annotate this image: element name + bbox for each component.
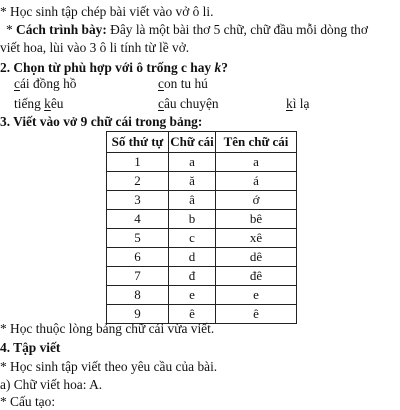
cell-letter: đ bbox=[169, 267, 216, 286]
column-header-letter: Chữ cái bbox=[169, 132, 216, 153]
word-item bbox=[158, 96, 219, 112]
exercise-2-heading bbox=[0, 60, 228, 76]
word-letter: c bbox=[158, 96, 164, 111]
layout-instruction-continued: viết hoa, lùi vào 3 ô li tính từ lề vở. bbox=[0, 40, 190, 55]
exercise-2-letter-k: k bbox=[214, 60, 222, 75]
word-item bbox=[14, 76, 76, 92]
cell-letter: e bbox=[169, 286, 216, 305]
copy-instruction: * Học sinh tập chép bài viết vào vở ô li. bbox=[0, 4, 214, 19]
word-item bbox=[14, 96, 63, 112]
word-letter: k bbox=[286, 96, 293, 111]
cell-letter-name: e bbox=[216, 286, 297, 305]
cell-number: 3 bbox=[107, 191, 169, 210]
column-header-number: Số thứ tự bbox=[107, 132, 169, 153]
handwriting-instruction: * Học sinh tập viết theo yêu cầu của bài. bbox=[0, 359, 218, 374]
alphabet-table-body bbox=[107, 153, 297, 324]
word-rest: ì lạ bbox=[292, 96, 310, 111]
cell-letter: ă bbox=[169, 172, 216, 191]
exercise-4-heading: 4. Tập viết bbox=[0, 340, 61, 355]
cell-letter-name: ê bbox=[216, 305, 297, 324]
cell-number: 8 bbox=[107, 286, 169, 305]
word-item bbox=[286, 96, 309, 112]
table-row bbox=[107, 229, 297, 248]
memorize-instruction: * Học thuộc lòng bảng chữ cái vừa viết. bbox=[0, 321, 215, 336]
cell-number: 5 bbox=[107, 229, 169, 248]
layout-label: Cách trình bày: bbox=[16, 22, 107, 37]
alphabet-table bbox=[106, 131, 297, 324]
cell-number: 1 bbox=[107, 153, 169, 172]
cell-letter: ê bbox=[169, 305, 216, 324]
cell-number: 6 bbox=[107, 248, 169, 267]
cell-letter-name: ớ bbox=[216, 191, 297, 210]
exercise-2-heading-text: 2. Chọn từ phù hợp với ô trống c hay bbox=[0, 60, 215, 75]
word-letter: c bbox=[14, 76, 20, 91]
cell-letter-name: á bbox=[216, 172, 297, 191]
cell-letter-name: dê bbox=[216, 248, 297, 267]
cell-letter-name: đê bbox=[216, 267, 297, 286]
word-rest: ái đồng hồ bbox=[19, 76, 77, 91]
layout-text: Đây là một bài thơ 5 chữ, chữ đầu mỗi dòng thơ bbox=[106, 22, 368, 37]
cell-letter: b bbox=[169, 210, 216, 229]
word-rest: êu bbox=[50, 96, 64, 111]
cell-letter: a bbox=[169, 153, 216, 172]
cell-number: 4 bbox=[107, 210, 169, 229]
cell-letter-name: bê bbox=[216, 210, 297, 229]
capital-letter-item: a) Chữ viết hoa: A. bbox=[0, 377, 103, 392]
word-item bbox=[158, 76, 208, 92]
table-row bbox=[107, 153, 297, 172]
structure-heading: * Cấu tạo: bbox=[0, 394, 56, 409]
word-rest: on tu hú bbox=[163, 76, 208, 91]
cell-letter: â bbox=[169, 191, 216, 210]
cell-letter-name: a bbox=[216, 153, 297, 172]
cell-number: 9 bbox=[107, 305, 169, 324]
exercise-2-heading-mark: ? bbox=[221, 60, 228, 75]
exercise-3-heading: 3. Viết vào vở 9 chữ cái trong bảng: bbox=[0, 114, 203, 129]
bullet: * bbox=[6, 22, 17, 37]
table-row bbox=[107, 210, 297, 229]
word-prefix: tiếng bbox=[14, 96, 45, 111]
cell-number: 2 bbox=[107, 172, 169, 191]
word-rest: âu chuyện bbox=[163, 96, 219, 111]
table-row bbox=[107, 286, 297, 305]
table-row bbox=[107, 267, 297, 286]
word-letter: k bbox=[44, 96, 51, 111]
table-row bbox=[107, 248, 297, 267]
cell-letter-name: xê bbox=[216, 229, 297, 248]
column-header-letter-name: Tên chữ cái bbox=[216, 132, 297, 153]
cell-letter: d bbox=[169, 248, 216, 267]
table-row bbox=[107, 172, 297, 191]
cell-number: 7 bbox=[107, 267, 169, 286]
cell-letter: c bbox=[169, 229, 216, 248]
table-row bbox=[107, 191, 297, 210]
word-letter: c bbox=[158, 76, 164, 91]
layout-instruction bbox=[6, 22, 368, 38]
table-header-row bbox=[107, 132, 297, 153]
